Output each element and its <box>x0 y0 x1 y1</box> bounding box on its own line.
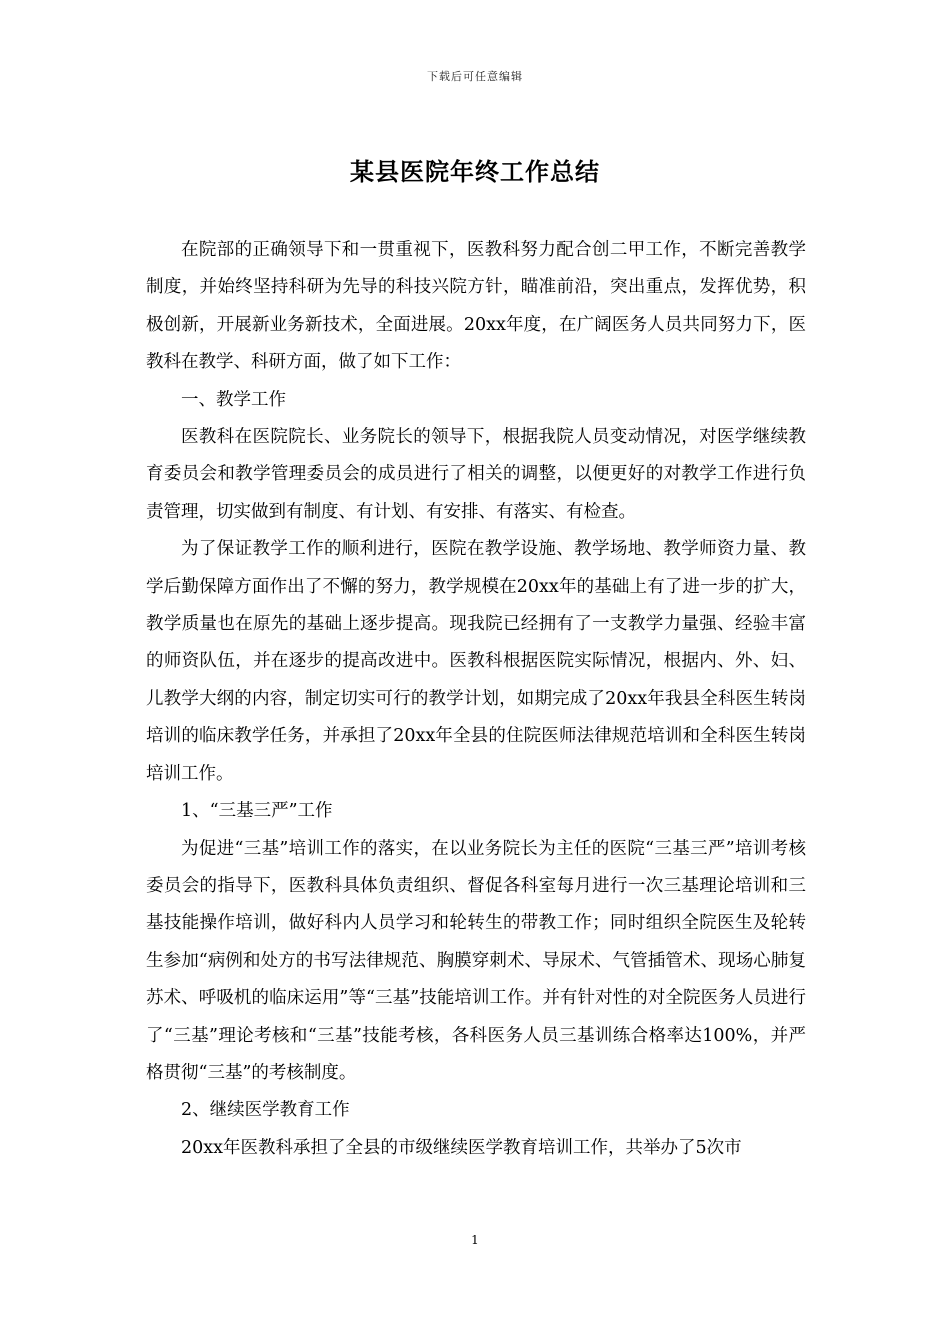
section-heading-teaching: 一、教学工作 <box>181 389 286 410</box>
document-title: 某县医院年终工作总结 <box>350 157 600 186</box>
subheading-continuing-education: 2、继续医学教育工作 <box>181 1100 350 1121</box>
paragraph-teaching-management: 医教科在医院院长、业务院长的领导下，根据我院人员变动情况，对医学继续教育委员会和教学管理委员会的成员进行了相关的调整，以便更好的对教学工作进行负责管理，切实做到有制度、有计划、有安排、有落实、有检查。 <box>146 427 806 522</box>
header-note: 下载后可任意编辑 <box>427 70 523 83</box>
page-number: 1 <box>471 1233 479 1247</box>
subheading-three-basics: 1、“三基三严”工作 <box>181 801 333 822</box>
document-body <box>146 232 806 1167</box>
paragraph-three-basics: 为促进“三基”培训工作的落实，在以业务院长为主任的医院“三基三严”培训考核委员会的指导下，医教科具体负责组织、督促各科室每月进行一次三基理论培训和三基技能操作培训，做好科内人员学习和轮转生的带教工作；同时组织全院医生及轮转生参加“病例和处方的书写法律规范、胸膜穿刺术、导尿术、气管插管术、现场心肺复苏术、呼吸机的临床运用”等“三基”技能培训工作。并有针对性的对全院医务人员进行了“三基”理论考核和“三基”技能考核，各科医务人员三基训练合格率达100%，并严格贯彻“三基”的考核制度。 <box>146 838 806 1083</box>
paragraph-continuing-education: 20xx年医教科承担了全县的市级继续医学教育培训工作，共举办了5次市 <box>181 1137 742 1158</box>
paragraph-intro: 在院部的正确领导下和一贯重视下，医教科努力配合创二甲工作，不断完善教学制度，并始终坚持科研为先导的科技兴院方针，瞄准前沿，突出重点，发挥优势，积极创新，开展新业务新技术，全面进展。20xx年度，在广阔医务人员共同努力下，医教科在教学、科研方面，做了如下工作： <box>146 240 806 373</box>
paragraph-teaching-progress: 为了保证教学工作的顺利进行，医院在教学设施、教学场地、教学师资力量、教学后勤保障方面作出了不懈的努力，教学规模在20xx年的基础上有了进一步的扩大，教学质量也在原先的基础上逐步提高。现我院已经拥有了一支教学力量强、经验丰富的师资队伍，并在逐步的提高改进中。医教科根据医院实际情况，根据内、外、妇、儿教学大纲的内容，制定切实可行的教学计划，如期完成了20xx年我县全科医生转岗培训的临床教学任务，并承担了20xx年全县的住院医师法律规范培训和全科医生转岗培训工作。 <box>146 539 806 784</box>
